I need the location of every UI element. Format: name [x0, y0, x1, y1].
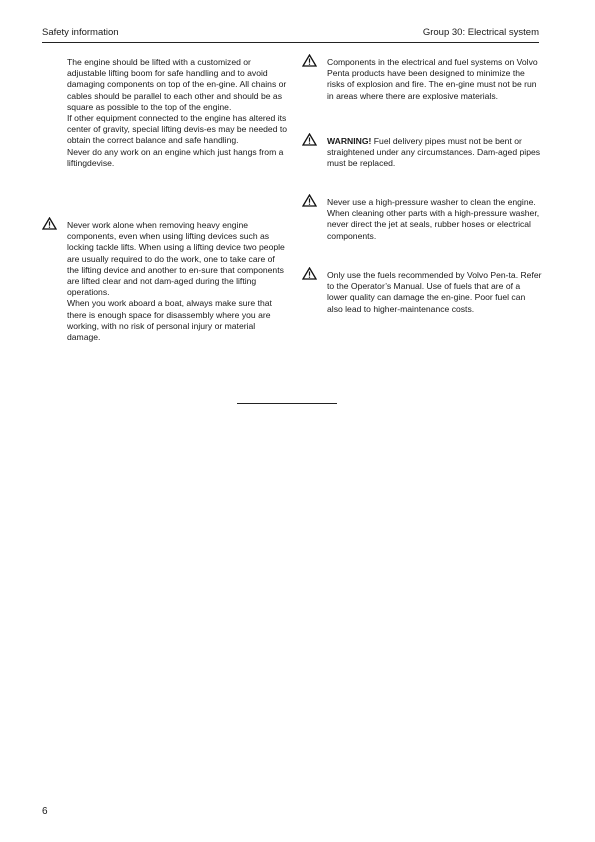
right-block-electrical-fuel [327, 57, 542, 102]
paragraph: The engine should be lifted with a customized or adjustable lifting boom for safe handling and to avoid damaging components on top of the en-gine. All chains or cables should be parallel to each other and should be as square as possible to the top of the engine. [67, 57, 287, 112]
paragraph: Never use a high-pressure washer to clean the engine. When cleaning other parts with a high-pressure washer, never direct the jet at seals, rubber hoses or electrical components. [327, 197, 540, 241]
section-divider [237, 403, 337, 404]
warning-text: Fuel delivery pipes must not be bent or straightened under any circumstances. Dam-aged pipes must be replaced. [327, 136, 541, 169]
warning-triangle-icon [302, 133, 317, 146]
paragraph: Never do any work on an engine which just hangs from a liftingdevise. [67, 146, 284, 168]
left-column-intro [67, 57, 289, 169]
page-header [42, 27, 539, 41]
warning-label: WARNING! [327, 136, 372, 146]
paragraph [327, 136, 542, 170]
warning-triangle-icon [42, 217, 57, 230]
paragraph: Only use the fuels recommended by Volvo Pen-ta. Refer to the Operator’s Manual. Use of fuels that are of a lower quality can damage the en-gine. Poor fuel can also lead to higher-maintenance costs. [327, 270, 542, 314]
right-block-pressure-washer [327, 197, 542, 242]
header-divider [42, 42, 539, 43]
header-section-title: Safety information [42, 27, 119, 38]
paragraph: If other equipment connected to the engine has altered its center of gravity, special lifting devis-es may be needed to obtain the correct balance and safe handling. [67, 113, 288, 146]
left-warning-block [67, 220, 289, 343]
warning-triangle-icon [302, 54, 317, 67]
header-group-title: Group 30: Electrical system [422, 27, 539, 38]
right-block-fuel-pipes [327, 136, 542, 170]
page-number: 6 [42, 806, 48, 817]
right-block-fuels [327, 270, 542, 315]
warning-triangle-icon [302, 194, 317, 207]
paragraph: Never work alone when removing heavy engine components, even when using lifting devices such as locking tackle lifts. When using a lifting device two people are usually required to do the work, one to take care of the lifting device and another to en-sure that components are lifted clear and not dam-aged during the lifting operations. [67, 220, 285, 298]
paragraph: When you work aboard a boat, always make sure that there is enough space for disassembly where you are working, with no risk of personal injury or material damage. [67, 298, 272, 343]
paragraph: Components in the electrical and fuel systems on Volvo Penta products have been designed to minimize the risks of explosion and fire. The en-gine must not be run in areas where there are explosive materials. [327, 57, 538, 101]
warning-triangle-icon [302, 267, 317, 280]
